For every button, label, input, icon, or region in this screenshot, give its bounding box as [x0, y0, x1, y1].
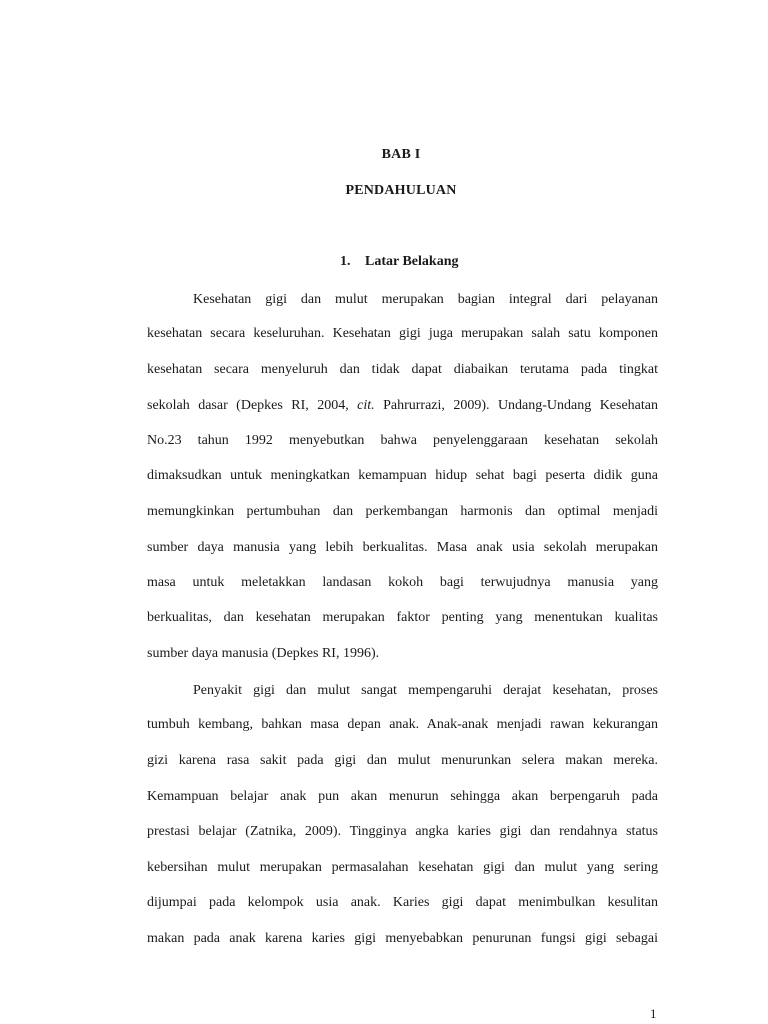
paragraph-2-line: makan pada anak karena karies gigi menyebabkan penurunan fungsi gigi sebagai	[147, 931, 658, 946]
paragraph-2-line: dijumpai pada kelompok usia anak. Karies gigi dapat menimbulkan kesulitan	[147, 895, 658, 910]
paragraph-2-line: Penyakit gigi dan mulut sangat mempengaruhi derajat kesehatan, proses	[193, 683, 658, 698]
paragraph-2-line: kebersihan mulut merupakan permasalahan kesehatan gigi dan mulut yang sering	[147, 860, 658, 875]
section-number: 1.	[340, 254, 351, 269]
chapter-title: PENDAHULUAN	[345, 183, 457, 198]
paragraph-1-line: sumber daya manusia (Depkes RI, 1996).	[147, 646, 380, 661]
paragraph-2-line: prestasi belajar (Zatnika, 2009). Tingginya angka karies gigi dan rendahnya status	[147, 824, 658, 839]
paragraph-1-line: memungkinkan pertumbuhan dan perkembangan harmonis dan optimal menjadi	[147, 504, 658, 519]
chapter-heading: BAB I	[381, 147, 421, 162]
section-heading	[340, 254, 458, 270]
paragraph-1-line: kesehatan secara keseluruhan. Kesehatan gigi juga merupakan salah satu komponen	[147, 326, 658, 341]
paragraph-1-line: kesehatan secara menyeluruh dan tidak dapat diabaikan terutama pada tingkat	[147, 362, 658, 377]
paragraph-1-line: No.23 tahun 1992 menyebutkan bahwa penyelenggaraan kesehatan sekolah	[147, 433, 658, 448]
paragraph-2-line: tumbuh kembang, bahkan masa depan anak. Anak-anak menjadi rawan kekurangan	[147, 717, 658, 732]
paragraph-2-line: gizi karena rasa sakit pada gigi dan mulut menurunkan selera makan mereka.	[147, 753, 658, 768]
section-title: Latar Belakang	[365, 254, 459, 269]
paragraph-1-line: berkualitas, dan kesehatan merupakan faktor penting yang menentukan kualitas	[147, 610, 658, 625]
paragraph-2-line: Kemampuan belajar anak pun akan menurun sehingga akan berpengaruh pada	[147, 789, 658, 804]
paragraph-1-line: masa untuk meletakkan landasan kokoh bagi terwujudnya manusia yang	[147, 575, 658, 590]
paragraph-1-line: dimaksudkan untuk meningkatkan kemampuan hidup sehat bagi peserta didik guna	[147, 468, 658, 483]
citation-italic: cit.	[357, 398, 375, 413]
paragraph-1-line: Kesehatan gigi dan mulut merupakan bagian integral dari pelayanan	[193, 292, 658, 307]
page-number: 1	[650, 1006, 657, 1021]
paragraph-1-line: sumber daya manusia yang lebih berkualitas. Masa anak usia sekolah merupakan	[147, 540, 658, 555]
paragraph-1-line-with-italic: sekolah dasar (Depkes RI, 2004, cit. Pahrurrazi, 2009). Undang-Undang Kesehatan	[147, 398, 658, 413]
